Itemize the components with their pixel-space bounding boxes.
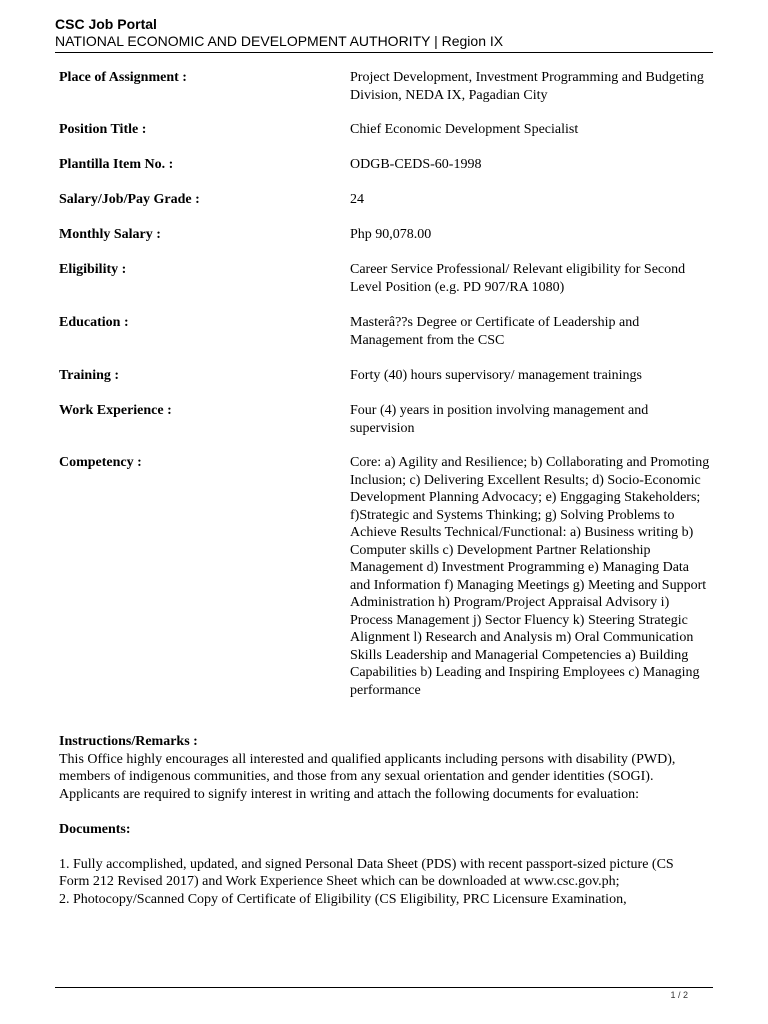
spacer [59, 838, 699, 856]
portal-title: CSC Job Portal [55, 16, 157, 32]
field-value: ODGB-CEDS-60-1998 [350, 157, 482, 172]
documents-heading: Documents: [59, 821, 131, 837]
field-row-monthly-salary [59, 226, 719, 261]
page-number: 1 / 2 [670, 990, 688, 1000]
instructions-section [59, 733, 699, 908]
field-value: Core: a) Agility and Resilience; b) Collaborating and Promoting Inclusion; c) Delivering Excellent Results; d) Socio-Economic Development Planning Advocacy; e) Enggaging Stakeholders; f)Strategic and Systems Thinking; g) Solving Problems to Achieve Results Technical/Functional: a) Business writing b) Computer skills c) Development Partner Relationship Management d) Investment Programming e) Managing Data and Information f) Managing Meetings g) Meeting and Support Administration h) Program/Project Appraisal Advisory i) Process Management j) Sector Fluency k) Steering Strategic Alignment l) Research and Analysis m) Oral Communication Skills Leadership and Managerial Competencies a) Building Capabilities b) Leading and Inspiring Employees c) Managing performance [350, 455, 710, 698]
remarks-body: This Office highly encourages all interested and qualified applicants including persons with disability (PWD), members of indigenous communities, and those from any sexual orientation and gender identities (SOGI). Applicants are required to signify interest in writing and attach the following documents for evaluation: [59, 751, 676, 802]
footer-divider [55, 987, 713, 988]
field-label: Position Title : [59, 122, 147, 137]
field-value: Masterâ??s Degree or Certificate of Leadership and Management from the CSC [350, 315, 640, 348]
document-header [55, 16, 713, 50]
field-value: Four (4) years in position involving management and supervision [350, 403, 649, 436]
field-value: Career Service Professional/ Relevant eligibility for Second Level Position (e.g. PD 907/RA 1080) [350, 262, 686, 295]
field-row-training [59, 367, 719, 402]
remarks-heading: Instructions/Remarks : [59, 734, 198, 749]
field-label: Eligibility : [59, 262, 127, 277]
document-item: 1. Fully accomplished, updated, and signed Personal Data Sheet (PDS) with recent passport-sized picture (CS Form 212 Revised 2017) and Work Experience Sheet which can be downloaded at www.csc.gov.ph; [59, 856, 674, 889]
header-divider [55, 52, 713, 53]
field-value: Php 90,078.00 [350, 227, 432, 242]
field-value: 24 [350, 192, 364, 207]
field-label: Competency : [59, 455, 142, 470]
field-label: Training : [59, 368, 120, 383]
field-row-place-of-assignment [59, 69, 719, 121]
field-value: Forty (40) hours supervisory/ management trainings [350, 368, 643, 383]
field-row-plantilla-item [59, 156, 719, 191]
field-label: Monthly Salary : [59, 227, 161, 242]
field-label: Education : [59, 315, 129, 330]
field-row-position-title [59, 121, 719, 156]
job-details [59, 69, 719, 699]
document-item: 2. Photocopy/Scanned Copy of Certificate of Eligibility (CS Eligibility, PRC Licensure Examination, [59, 891, 627, 907]
field-value: Chief Economic Development Specialist [350, 122, 579, 137]
spacer [59, 803, 699, 821]
field-label: Plantilla Item No. : [59, 157, 174, 172]
field-row-competency [59, 454, 719, 699]
field-label: Work Experience : [59, 403, 172, 418]
field-row-pay-grade [59, 191, 719, 226]
field-row-education [59, 314, 719, 367]
agency-subtitle: NATIONAL ECONOMIC AND DEVELOPMENT AUTHORITY | Region IX [55, 33, 504, 49]
field-row-work-experience [59, 402, 719, 454]
field-row-eligibility [59, 261, 719, 314]
field-label: Place of Assignment : [59, 70, 187, 85]
field-label: Salary/Job/Pay Grade : [59, 192, 200, 207]
field-value: Project Development, Investment Programming and Budgeting Division, NEDA IX, Pagadian City [350, 70, 704, 103]
